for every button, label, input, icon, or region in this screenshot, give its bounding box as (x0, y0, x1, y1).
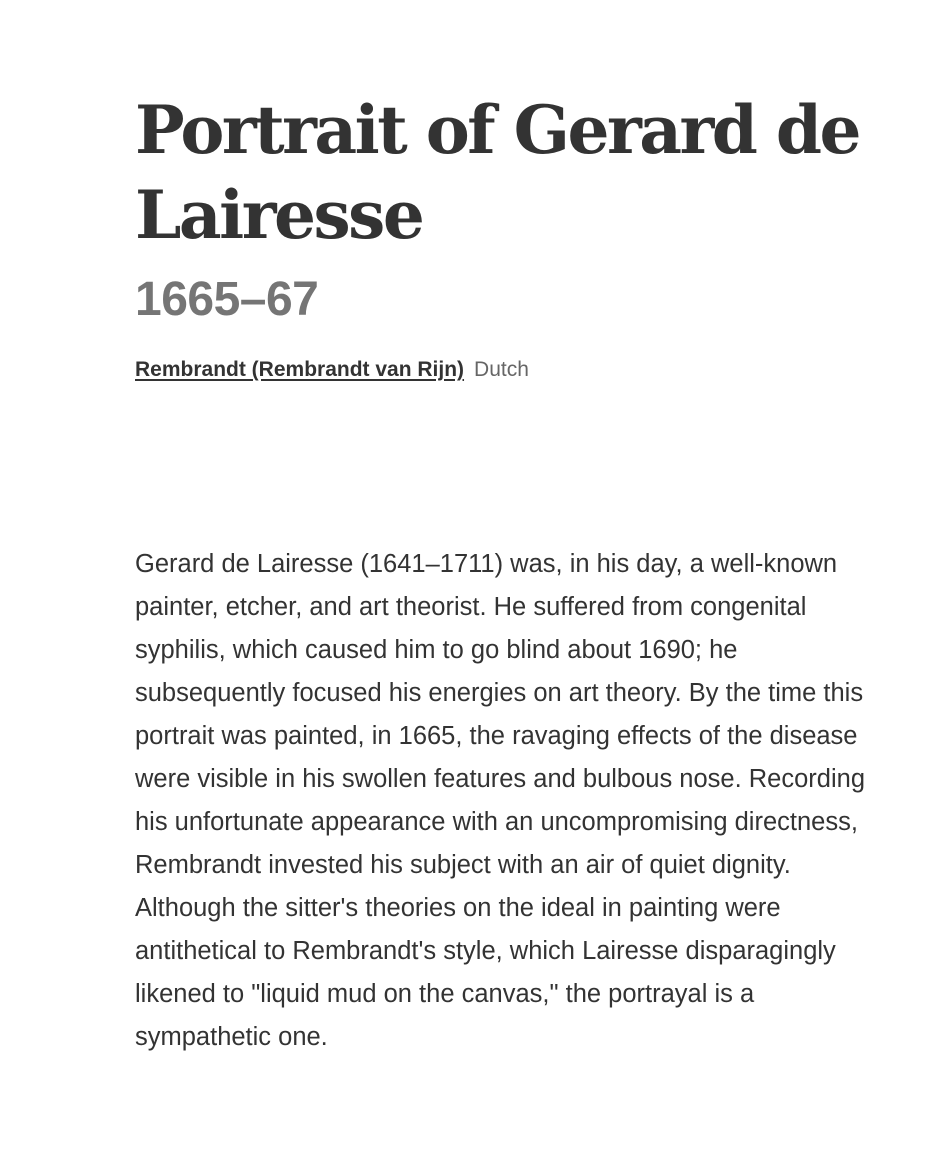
artwork-date: 1665–67 (135, 273, 319, 326)
artwork-header (135, 88, 895, 328)
artist-nationality: Dutch (474, 358, 529, 381)
artwork-description: Gerard de Lairesse (1641–1711) was, in his day, a well-known painter, etcher, and art theorist. He suffered from congenital syphilis, which caused him to go blind about 1690; he subsequently focused his energies on art theory. By the time this portrait was painted, in 1665, the ravaging effects of the disease were visible in his swollen features and bulbous nose. Recording his unfortunate appearance with an uncompromising directness, Rembrandt invested his subject with an air of quiet dignity. Although the sitter's theories on the ideal in painting were antithetical to Rembrandt's style, which Lairesse disparagingly likened to "liquid mud on the canvas," the portrayal is a sympathetic one. (135, 550, 865, 1051)
artist-attribution (135, 356, 529, 384)
artist-link[interactable]: Rembrandt (Rembrandt van Rijn) (135, 358, 465, 381)
artwork-title: Portrait of Gerard de Lairesse (135, 91, 860, 254)
